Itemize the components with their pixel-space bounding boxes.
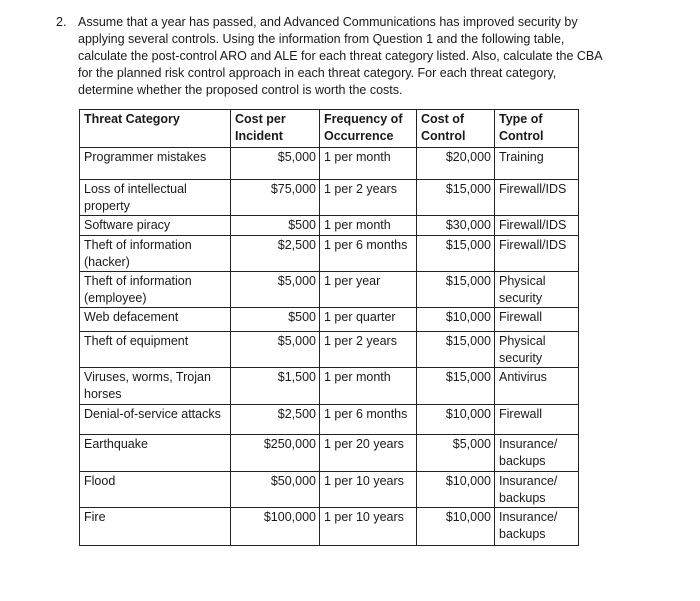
table-row: [80, 405, 579, 435]
cell-frequency: 1 per 2 years: [320, 180, 417, 216]
cell-threat-category: Theft of information (employee): [80, 272, 231, 308]
cell-cost-of-control: $10,000: [417, 508, 495, 546]
cell-threat-category: Flood: [80, 472, 231, 508]
table-row: [80, 435, 579, 472]
cell-cost-per-incident: $500: [231, 308, 320, 332]
cell-cost-of-control: $15,000: [417, 368, 495, 405]
table-header-row: [80, 110, 579, 148]
cell-cost-of-control: $15,000: [417, 272, 495, 308]
cell-type-of-control: Firewall: [495, 308, 579, 332]
cell-cost-per-incident: $50,000: [231, 472, 320, 508]
cell-cost-of-control: $5,000: [417, 435, 495, 472]
cell-cost-per-incident: $250,000: [231, 435, 320, 472]
cell-frequency: 1 per 6 months: [320, 236, 417, 272]
cell-cost-per-incident: $5,000: [231, 148, 320, 180]
question-text: Assume that a year has passed, and Advanced Communications has improved security by applying several controls. Using the information from Question 1 and the following table, calculate the post-control ARO and ALE for each threat category listed. Also, calculate the CBA for the planned risk control approach in each threat category. For each threat category, determine whether the proposed control is worth the costs.: [78, 15, 602, 97]
cell-frequency: 1 per month: [320, 216, 417, 236]
cell-type-of-control: Firewall/IDS: [495, 216, 579, 236]
cell-frequency: 1 per 10 years: [320, 508, 417, 546]
cell-cost-of-control: $30,000: [417, 216, 495, 236]
cell-frequency: 1 per 10 years: [320, 472, 417, 508]
cell-type-of-control: Physical security: [495, 332, 579, 368]
cell-type-of-control: Antivirus: [495, 368, 579, 405]
cell-frequency: 1 per month: [320, 368, 417, 405]
cell-threat-category: Software piracy: [80, 216, 231, 236]
cell-cost-per-incident: $500: [231, 216, 320, 236]
header-cost-of-control: Cost of Control: [417, 110, 495, 148]
cell-cost-per-incident: $2,500: [231, 236, 320, 272]
cell-cost-per-incident: $5,000: [231, 272, 320, 308]
table-row: [80, 308, 579, 332]
table-row: [80, 368, 579, 405]
threat-table: [79, 109, 579, 546]
cell-cost-of-control: $15,000: [417, 180, 495, 216]
cell-threat-category: Web defacement: [80, 308, 231, 332]
cell-cost-per-incident: $1,500: [231, 368, 320, 405]
cell-frequency: 1 per 20 years: [320, 435, 417, 472]
cell-cost-per-incident: $5,000: [231, 332, 320, 368]
cell-threat-category: Theft of information (hacker): [80, 236, 231, 272]
cell-cost-of-control: $10,000: [417, 472, 495, 508]
cell-type-of-control: Insurance/ backups: [495, 508, 579, 546]
cell-frequency: 1 per month: [320, 148, 417, 180]
cell-frequency: 1 per quarter: [320, 308, 417, 332]
cell-frequency: 1 per 2 years: [320, 332, 417, 368]
cell-cost-of-control: $15,000: [417, 236, 495, 272]
cell-frequency: 1 per 6 months: [320, 405, 417, 435]
header-type-of-control: Type of Control: [495, 110, 579, 148]
cell-cost-per-incident: $100,000: [231, 508, 320, 546]
table-row: [80, 332, 579, 368]
cell-threat-category: Viruses, worms, Trojan horses: [80, 368, 231, 405]
header-frequency: Frequency of Occurrence: [320, 110, 417, 148]
cell-type-of-control: Insurance/ backups: [495, 435, 579, 472]
cell-threat-category: Denial-of-service attacks: [80, 405, 231, 435]
cell-type-of-control: Firewall: [495, 405, 579, 435]
cell-cost-of-control: $15,000: [417, 332, 495, 368]
table-row: [80, 236, 579, 272]
cell-threat-category: Theft of equipment: [80, 332, 231, 368]
cell-cost-of-control: $20,000: [417, 148, 495, 180]
table-row: [80, 472, 579, 508]
cell-type-of-control: Firewall/IDS: [495, 180, 579, 216]
cell-cost-of-control: $10,000: [417, 308, 495, 332]
cell-type-of-control: Training: [495, 148, 579, 180]
cell-threat-category: Fire: [80, 508, 231, 546]
cell-cost-of-control: $10,000: [417, 405, 495, 435]
cell-cost-per-incident: $2,500: [231, 405, 320, 435]
cell-cost-per-incident: $75,000: [231, 180, 320, 216]
question-number: 2.: [56, 15, 67, 29]
cell-type-of-control: Firewall/IDS: [495, 236, 579, 272]
cell-type-of-control: Insurance/ backups: [495, 472, 579, 508]
cell-threat-category: Earthquake: [80, 435, 231, 472]
cell-threat-category: Loss of intellectual property: [80, 180, 231, 216]
cell-type-of-control: Physical security: [495, 272, 579, 308]
table-row: [80, 180, 579, 216]
table-row: [80, 216, 579, 236]
table-row: [80, 272, 579, 308]
table-row: [80, 508, 579, 546]
header-cost-per-incident: Cost per Incident: [231, 110, 320, 148]
table-row: [80, 148, 579, 180]
header-threat-category: Threat Category: [80, 110, 231, 148]
cell-threat-category: Programmer mistakes: [80, 148, 231, 180]
cell-frequency: 1 per year: [320, 272, 417, 308]
